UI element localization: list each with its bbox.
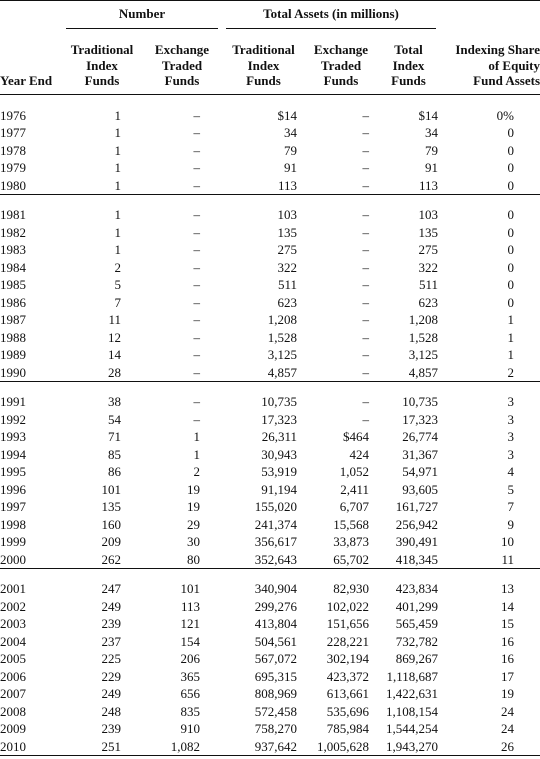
cell-year-end: 2009 [0, 721, 26, 736]
cell-year-end: 1988 [0, 329, 26, 345]
cell-year-end: 1991 [0, 394, 26, 409]
cell-total-index-funds-assets: 1,118,687 [386, 668, 438, 684]
cell-year-end: 2000 [0, 551, 26, 567]
cell-etf-count: 30 [187, 534, 200, 549]
cell-traditional-index-funds-count: 101 [101, 481, 121, 497]
cell-traditional-index-funds-assets: 299,276 [254, 598, 297, 614]
cell-etf-assets: $464 [343, 429, 369, 444]
cell-etf-count: – [193, 329, 200, 345]
cell-traditional-index-funds-assets: 53,919 [261, 464, 297, 479]
cell-year-end: 2001 [0, 581, 26, 596]
cell-etf-assets: 102,022 [326, 598, 369, 614]
table-row [0, 463, 540, 481]
column-header-total-index-funds: Total Index Funds [391, 42, 426, 88]
table-row [0, 720, 540, 738]
cell-etf-count: 2 [193, 464, 200, 479]
cell-indexing-share: 0 [507, 259, 514, 275]
cell-total-index-funds-assets: 93,605 [402, 481, 438, 497]
cell-traditional-index-funds-assets: 91 [284, 160, 297, 175]
cell-etf-count: – [193, 294, 200, 310]
cell-total-index-funds-assets: $14 [418, 107, 438, 123]
cell-year-end: 1976 [0, 107, 26, 123]
cell-etf-assets: 1,005,628 [317, 738, 369, 754]
cell-traditional-index-funds-assets: 1,208 [267, 312, 297, 327]
table-header [0, 1, 540, 99]
cell-traditional-index-funds-count: 249 [101, 686, 121, 701]
cell-year-end: 1992 [0, 411, 26, 427]
cell-year-end: 1977 [0, 125, 26, 140]
cell-traditional-index-funds-count: 2 [114, 259, 121, 275]
cell-indexing-share: 17 [501, 668, 514, 684]
cell-etf-assets: 2,411 [340, 481, 369, 497]
column-header-assets-exchange-traded-funds: Exchange Traded Funds [313, 42, 369, 88]
cell-traditional-index-funds-count: 239 [101, 616, 121, 631]
cell-traditional-index-funds-assets: 79 [284, 142, 297, 158]
table-row [0, 481, 540, 499]
cell-etf-count: – [193, 142, 200, 158]
cell-total-index-funds-assets: 418,345 [395, 551, 438, 567]
cell-etf-assets: – [362, 329, 369, 345]
cell-traditional-index-funds-assets: 26,311 [261, 429, 297, 444]
cell-traditional-index-funds-count: 1 [114, 242, 121, 257]
cell-traditional-index-funds-count: 248 [101, 703, 121, 719]
cell-year-end: 1994 [0, 446, 26, 462]
cell-etf-assets: 424 [349, 446, 369, 462]
table-row [0, 685, 540, 703]
cell-year-end: 2003 [0, 616, 26, 631]
table-row [0, 177, 540, 195]
cell-year-end: 1985 [0, 277, 26, 292]
cell-traditional-index-funds-assets: 10,735 [261, 394, 297, 409]
column-header-assets-traditional-index-funds: Traditional Index Funds [232, 42, 295, 88]
cell-traditional-index-funds-assets: 91,194 [261, 481, 297, 497]
cell-etf-assets: 65,702 [333, 551, 369, 567]
cell-traditional-index-funds-count: 247 [101, 581, 121, 596]
cell-etf-assets: 33,873 [333, 534, 369, 549]
cell-etf-count: 121 [180, 616, 200, 631]
cell-etf-assets: – [362, 242, 369, 257]
cell-traditional-index-funds-count: 5 [114, 277, 121, 292]
cell-year-end: 2006 [0, 668, 26, 684]
cell-year-end: 1998 [0, 516, 26, 532]
table-row [0, 311, 540, 329]
cell-traditional-index-funds-assets: 572,458 [254, 703, 297, 719]
cell-indexing-share: 0% [496, 107, 514, 123]
group-header-row [0, 3, 540, 29]
cell-etf-assets: 6,707 [339, 499, 369, 514]
cell-year-end: 1983 [0, 242, 26, 257]
cell-traditional-index-funds-assets: 413,804 [254, 616, 297, 631]
cell-etf-assets: – [362, 259, 369, 275]
cell-total-index-funds-assets: 17,323 [402, 411, 438, 427]
cell-indexing-share: 3 [507, 429, 514, 444]
cell-year-end: 1979 [0, 160, 26, 175]
cell-etf-count: – [193, 177, 200, 193]
cell-indexing-share: 0 [507, 160, 514, 175]
cell-traditional-index-funds-assets: 352,643 [254, 551, 297, 567]
table-row [0, 259, 540, 277]
cell-etf-assets: – [362, 394, 369, 409]
cell-indexing-share: 0 [507, 142, 514, 158]
cell-year-end: 1990 [0, 364, 26, 380]
cell-traditional-index-funds-assets: 155,020 [254, 499, 297, 514]
cell-year-end: 2007 [0, 686, 26, 701]
cell-traditional-index-funds-count: 1 [114, 160, 121, 175]
cell-year-end: 1996 [0, 481, 26, 497]
cell-total-index-funds-assets: 1,544,254 [386, 721, 438, 736]
cell-etf-count: – [193, 312, 200, 327]
cell-traditional-index-funds-count: 1 [114, 125, 121, 140]
column-header-exchange-traded-funds: Exchange Traded Funds [154, 42, 210, 88]
cell-traditional-index-funds-count: 85 [108, 446, 121, 462]
table-row [0, 533, 540, 551]
cell-etf-assets: 613,661 [326, 686, 369, 701]
cell-total-index-funds-assets: 31,367 [402, 446, 438, 462]
cell-traditional-index-funds-count: 239 [101, 721, 121, 736]
table-row [0, 276, 540, 294]
cell-etf-assets: 228,221 [326, 633, 369, 649]
group-header-number: Number [62, 3, 222, 29]
cell-year-end: 2005 [0, 651, 26, 666]
cell-etf-count: 1,082 [170, 738, 200, 754]
cell-traditional-index-funds-assets: 135 [277, 224, 297, 240]
cell-traditional-index-funds-count: 1 [114, 224, 121, 240]
cell-year-end: 2004 [0, 633, 26, 649]
cell-indexing-share: 13 [501, 581, 514, 596]
cell-year-end: 2002 [0, 598, 26, 614]
cell-etf-assets: – [362, 312, 369, 327]
group-separator-rule [0, 195, 540, 207]
cell-etf-assets: – [362, 224, 369, 240]
cell-traditional-index-funds-count: 1 [114, 142, 121, 158]
cell-total-index-funds-assets: 113 [418, 177, 438, 193]
table-row [0, 346, 540, 364]
group-separator-rule [0, 382, 540, 394]
cell-etf-count: 1 [193, 446, 200, 462]
cell-total-index-funds-assets: 256,942 [395, 516, 438, 532]
cell-traditional-index-funds-assets: 356,617 [254, 534, 297, 549]
cell-etf-assets: – [362, 125, 369, 140]
column-header-indexing-share: Indexing Share of Equity Fund Assets [455, 42, 540, 88]
cell-traditional-index-funds-count: 135 [101, 499, 121, 514]
cell-traditional-index-funds-assets: $14 [277, 107, 297, 123]
table-row [0, 107, 540, 125]
table-row [0, 650, 540, 668]
cell-etf-count: – [193, 411, 200, 427]
cell-total-index-funds-assets: 4,857 [408, 364, 438, 380]
cell-total-index-funds-assets: 401,299 [395, 598, 438, 614]
cell-year-end: 1978 [0, 142, 26, 158]
cell-indexing-share: 4 [507, 464, 514, 479]
cell-year-end: 1987 [0, 312, 26, 327]
cell-traditional-index-funds-assets: 241,374 [254, 516, 297, 532]
cell-etf-count: – [193, 242, 200, 257]
table-row [0, 294, 540, 312]
cell-indexing-share: 0 [507, 224, 514, 240]
cell-traditional-index-funds-count: 237 [101, 633, 121, 649]
cell-etf-assets: 423,372 [326, 668, 369, 684]
cell-year-end: 1982 [0, 224, 26, 240]
cell-traditional-index-funds-count: 1 [114, 107, 121, 123]
table-body [0, 99, 540, 759]
group-separator-rule [0, 569, 540, 581]
cell-indexing-share: 0 [507, 277, 514, 292]
cell-total-index-funds-assets: 1,208 [408, 312, 438, 327]
cell-year-end: 1997 [0, 499, 26, 514]
cell-indexing-share: 3 [507, 446, 514, 462]
table-row [0, 224, 540, 242]
cell-traditional-index-funds-assets: 695,315 [254, 668, 297, 684]
cell-etf-assets: – [362, 107, 369, 123]
cell-total-index-funds-assets: 275 [418, 242, 438, 257]
cell-traditional-index-funds-assets: 758,270 [254, 721, 297, 736]
cell-total-index-funds-assets: 623 [418, 294, 438, 310]
cell-traditional-index-funds-count: 229 [101, 668, 121, 684]
cell-etf-count: 910 [180, 721, 200, 736]
cell-etf-assets: 535,696 [326, 703, 369, 719]
cell-etf-count: – [193, 107, 200, 123]
cell-indexing-share: 0 [507, 177, 514, 193]
table-row [0, 159, 540, 177]
table-row [0, 738, 540, 756]
cell-indexing-share: 2 [507, 364, 514, 380]
cell-etf-assets: 82,930 [333, 581, 369, 596]
table-row [0, 551, 540, 569]
cell-traditional-index-funds-assets: 808,969 [254, 686, 297, 701]
cell-traditional-index-funds-assets: 275 [277, 242, 297, 257]
column-header-year-end: Year End [0, 73, 53, 88]
cell-etf-assets: – [362, 207, 369, 222]
cell-etf-assets: – [362, 347, 369, 362]
cell-year-end: 2008 [0, 703, 26, 719]
cell-indexing-share: 14 [501, 598, 514, 614]
cell-etf-count: – [193, 277, 200, 292]
cell-traditional-index-funds-assets: 567,072 [254, 651, 297, 666]
cell-total-index-funds-assets: 423,834 [395, 581, 438, 596]
cell-etf-count: 1 [193, 429, 200, 444]
cell-etf-count: – [193, 347, 200, 362]
cell-etf-count: 113 [180, 598, 200, 614]
cell-etf-assets: – [362, 411, 369, 427]
cell-total-index-funds-assets: 135 [418, 224, 438, 240]
cell-etf-count: 365 [180, 668, 200, 684]
cell-total-index-funds-assets: 3,125 [408, 347, 438, 362]
cell-year-end: 1993 [0, 429, 26, 444]
cell-traditional-index-funds-count: 38 [108, 394, 121, 409]
cell-traditional-index-funds-assets: 937,642 [254, 738, 297, 754]
cell-total-index-funds-assets: 1,528 [408, 329, 438, 345]
cell-traditional-index-funds-assets: 113 [277, 177, 297, 193]
cell-year-end: 1980 [0, 177, 26, 193]
cell-etf-assets: 1,052 [339, 464, 369, 479]
table-row [0, 411, 540, 429]
cell-year-end: 1981 [0, 207, 26, 222]
cell-total-index-funds-assets: 161,727 [395, 499, 438, 514]
table-row [0, 206, 540, 224]
table-row [0, 615, 540, 633]
cell-indexing-share: 1 [507, 329, 514, 345]
cell-traditional-index-funds-assets: 30,943 [261, 446, 297, 462]
cell-etf-count: 835 [180, 703, 200, 719]
cell-total-index-funds-assets: 732,782 [395, 633, 438, 649]
cell-indexing-share: 7 [507, 499, 514, 514]
table-row [0, 124, 540, 142]
cell-etf-assets: 151,656 [326, 616, 369, 631]
cell-traditional-index-funds-count: 12 [108, 329, 121, 345]
group-header-total-assets: Total Assets (in millions) [222, 3, 440, 29]
cell-traditional-index-funds-count: 71 [108, 429, 121, 444]
cell-traditional-index-funds-count: 11 [108, 312, 121, 327]
cell-indexing-share: 0 [507, 242, 514, 257]
table-row [0, 393, 540, 411]
cell-etf-count: – [193, 125, 200, 140]
table-row [0, 142, 540, 160]
cell-traditional-index-funds-count: 262 [101, 551, 121, 567]
bottom-rule [0, 756, 540, 759]
cell-etf-assets: 785,984 [326, 721, 369, 736]
table-row [0, 498, 540, 516]
cell-traditional-index-funds-assets: 511 [277, 277, 297, 292]
cell-indexing-share: 0 [507, 294, 514, 310]
table-row [0, 580, 540, 598]
cell-etf-assets: – [362, 177, 369, 193]
cell-traditional-index-funds-assets: 3,125 [267, 347, 297, 362]
cell-indexing-share: 1 [507, 312, 514, 327]
cell-etf-count: – [193, 160, 200, 175]
cell-traditional-index-funds-assets: 34 [284, 125, 297, 140]
cell-indexing-share: 5 [507, 481, 514, 497]
column-header-row [0, 29, 540, 95]
cell-etf-count: 101 [180, 581, 200, 596]
cell-indexing-share: 3 [507, 411, 514, 427]
cell-total-index-funds-assets: 26,774 [402, 429, 438, 444]
cell-indexing-share: 11 [501, 551, 514, 567]
cell-traditional-index-funds-count: 14 [108, 347, 121, 362]
cell-traditional-index-funds-assets: 322 [277, 259, 297, 275]
cell-traditional-index-funds-assets: 340,904 [254, 581, 297, 596]
table-row [0, 516, 540, 534]
table-row [0, 428, 540, 446]
cell-etf-count: 656 [180, 686, 200, 701]
cell-indexing-share: 9 [507, 516, 514, 532]
cell-indexing-share: 3 [507, 394, 514, 409]
cell-etf-count: 80 [187, 551, 200, 567]
cell-indexing-share: 0 [507, 207, 514, 222]
cell-indexing-share: 24 [501, 721, 514, 736]
cell-total-index-funds-assets: 869,267 [395, 651, 438, 666]
cell-indexing-share: 15 [501, 616, 514, 631]
cell-etf-assets: – [362, 364, 369, 380]
cell-traditional-index-funds-count: 7 [114, 294, 121, 310]
table-row [0, 446, 540, 464]
cell-etf-count: 19 [187, 481, 200, 497]
cell-traditional-index-funds-count: 209 [101, 534, 121, 549]
cell-indexing-share: 16 [501, 633, 514, 649]
cell-indexing-share: 0 [507, 125, 514, 140]
cell-traditional-index-funds-assets: 17,323 [261, 411, 297, 427]
cell-traditional-index-funds-count: 251 [101, 738, 121, 754]
cell-etf-assets: – [362, 142, 369, 158]
cell-etf-assets: – [362, 294, 369, 310]
cell-traditional-index-funds-count: 28 [108, 364, 121, 380]
cell-total-index-funds-assets: 1,943,270 [386, 738, 438, 754]
cell-traditional-index-funds-assets: 623 [277, 294, 297, 310]
cell-total-index-funds-assets: 565,459 [395, 616, 438, 631]
table-row [0, 633, 540, 651]
cell-indexing-share: 26 [501, 738, 514, 754]
cell-indexing-share: 16 [501, 651, 514, 666]
cell-total-index-funds-assets: 322 [418, 259, 438, 275]
table-row [0, 241, 540, 259]
cell-etf-count: 29 [187, 516, 200, 532]
cell-traditional-index-funds-count: 1 [114, 207, 121, 222]
column-header-traditional-index-funds: Traditional Index Funds [70, 42, 134, 88]
table-row [0, 703, 540, 721]
cell-etf-count: 154 [180, 633, 200, 649]
cell-traditional-index-funds-count: 160 [101, 516, 121, 532]
table-row [0, 598, 540, 616]
cell-etf-count: – [193, 224, 200, 240]
cell-indexing-share: 10 [501, 534, 514, 549]
cell-total-index-funds-assets: 390,491 [395, 534, 438, 549]
cell-total-index-funds-assets: 10,735 [402, 394, 438, 409]
cell-total-index-funds-assets: 34 [425, 125, 438, 140]
cell-total-index-funds-assets: 91 [425, 160, 438, 175]
cell-etf-assets: 302,194 [326, 651, 369, 666]
cell-traditional-index-funds-count: 86 [108, 464, 121, 479]
cell-etf-count: – [193, 207, 200, 222]
cell-year-end: 2010 [0, 738, 26, 754]
cell-etf-count: – [193, 259, 200, 275]
cell-indexing-share: 1 [507, 347, 514, 362]
cell-total-index-funds-assets: 1,422,631 [386, 686, 438, 701]
table-row [0, 668, 540, 686]
cell-etf-count: 206 [180, 651, 200, 666]
cell-year-end: 1999 [0, 534, 26, 549]
table-row [0, 364, 540, 382]
cell-year-end: 1989 [0, 347, 26, 362]
cell-traditional-index-funds-count: 225 [101, 651, 121, 666]
cell-etf-count: – [193, 394, 200, 409]
cell-traditional-index-funds-assets: 504,561 [254, 633, 297, 649]
cell-total-index-funds-assets: 103 [418, 207, 438, 222]
cell-total-index-funds-assets: 54,971 [402, 464, 438, 479]
cell-total-index-funds-assets: 511 [418, 277, 438, 292]
cell-year-end: 1995 [0, 464, 26, 479]
cell-traditional-index-funds-assets: 4,857 [267, 364, 297, 380]
cell-etf-count: – [193, 364, 200, 380]
cell-traditional-index-funds-assets: 103 [277, 207, 297, 222]
cell-year-end: 1984 [0, 259, 26, 275]
table-row [0, 329, 540, 347]
cell-etf-assets: – [362, 277, 369, 292]
cell-total-index-funds-assets: 79 [425, 142, 438, 158]
cell-year-end: 1986 [0, 294, 26, 310]
cell-traditional-index-funds-count: 249 [101, 598, 121, 614]
cell-indexing-share: 24 [501, 703, 514, 719]
cell-traditional-index-funds-assets: 1,528 [267, 329, 297, 345]
cell-etf-assets: – [362, 160, 369, 175]
cell-etf-count: 19 [187, 499, 200, 514]
cell-traditional-index-funds-count: 1 [114, 177, 121, 193]
cell-etf-assets: 15,568 [333, 516, 369, 532]
cell-indexing-share: 19 [501, 686, 514, 701]
cell-total-index-funds-assets: 1,108,154 [386, 703, 438, 719]
cell-traditional-index-funds-count: 54 [108, 411, 121, 427]
